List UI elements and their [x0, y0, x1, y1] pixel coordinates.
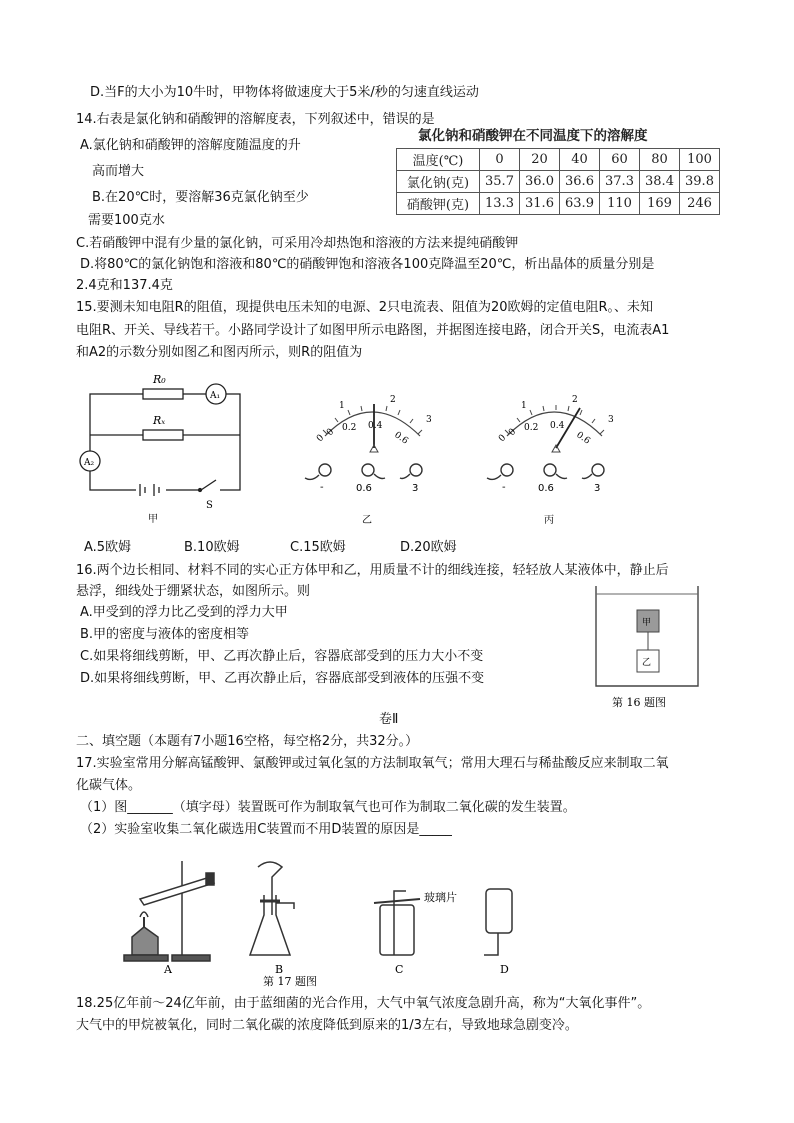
label-r0: R₀	[153, 373, 166, 386]
resistor-rx	[143, 430, 183, 440]
table-cell: 100	[680, 149, 720, 171]
q17-stem-line2: 化碳气体。	[76, 778, 142, 793]
q17-part2: （2）实验室收集二氧化碳选用C装置而不用D装置的原因是_____	[80, 822, 452, 837]
q15-option-a: A.5欧姆	[84, 540, 132, 555]
q17-part1: （1）图_______（填字母）装置既可作为制取氧气也可作为制取二氧化碳的发生装置。	[80, 800, 576, 815]
table-cell: 20	[520, 149, 560, 171]
table-cell: 氯化钠(克)	[397, 171, 480, 193]
label-switch: S	[206, 500, 213, 511]
table-cell: 36.6	[560, 171, 600, 193]
dial-scale-0-2: 0.2	[342, 423, 357, 433]
terminal-minus: -	[502, 482, 506, 493]
q14-option-d-line1: D.将80℃的氯化钠饱和溶液和80℃的硝酸钾饱和溶液各100克降温至20℃，析出晶体的质量分别是	[80, 257, 655, 272]
table-cell: 39.8	[680, 171, 720, 193]
dial-scale-0-2: 0.2	[524, 423, 539, 433]
q13-option-d: D.当F的大小为10牛时，甲物体将做速度大于5米/秒的匀速直线运动	[90, 85, 479, 100]
q15-stem-line3: 和A2的示数分别如图乙和图丙所示，则R的阻值为	[76, 345, 363, 360]
table-cell: 温度(℃)	[397, 149, 480, 171]
label-a1: A₁	[210, 391, 221, 401]
table-cell: 13.3	[480, 193, 520, 215]
q17-stem-line1: 17.实验室常用分解高锰酸钾、氯酸钾或过氧化氢的方法制取氧气；常用大理石与稀盐酸反应来制取二氧	[76, 756, 669, 771]
table-cell: 246	[680, 193, 720, 215]
q15-option-c: C.15欧姆	[290, 540, 346, 555]
dial-scale-2: 2	[572, 395, 578, 405]
dial-scale-3: 3	[608, 415, 614, 425]
table-cell: 110	[600, 193, 640, 215]
dial-scale-0-4: 0.4	[550, 421, 565, 431]
dial-scale-0-6: 0.6	[574, 430, 592, 447]
table-cell: 80	[640, 149, 680, 171]
ammeter-dial-bing	[472, 378, 637, 528]
q14-option-b-line1: B.在20℃时，要溶解36克氯化钠至少	[92, 190, 309, 205]
solubility-table	[396, 148, 720, 215]
figure-16-caption: 第 16 题图	[612, 696, 666, 709]
q14-option-b-line2: 需要100克水	[88, 213, 165, 228]
terminal-icons	[305, 464, 422, 479]
dial-scale-3: 3	[426, 415, 432, 425]
dial-scale-0-outer: 0	[315, 432, 327, 445]
table-header-row	[397, 149, 720, 171]
caption-bing: 丙	[544, 515, 554, 526]
switch-icon	[198, 480, 220, 496]
caption-yi: 乙	[362, 515, 372, 526]
terminal-3: 3	[594, 483, 601, 494]
q16-option-c: C.如果将细线剪断，甲、乙再次静止后，容器底部受到的压力大小不变	[80, 649, 484, 664]
table-cell: 0	[480, 149, 520, 171]
zero-adjust-icon	[552, 445, 560, 452]
label-a: A	[164, 963, 172, 976]
terminal-icons	[487, 464, 604, 479]
figure-17-caption: 第 17 题图	[263, 975, 317, 988]
q15-stem-line1: 15.要测未知电阻R的阻值，现提供电压未知的电源、2只电流表、阻值为20欧姆的定值电阻R。、未知	[76, 300, 654, 315]
figure-16-container	[590, 582, 705, 714]
q16-stem-line2: 悬浮，细线处于绷紧状态，如图所示。则	[76, 584, 311, 599]
apparatus-d	[484, 889, 512, 955]
table-cell: 硝酸钾(克)	[397, 193, 480, 215]
dial-scale-0-inner: 0	[507, 426, 519, 439]
label-c: C	[395, 963, 404, 976]
q14-option-d-line2: 2.4克和137.4克	[76, 278, 173, 293]
resistor-r0	[143, 389, 183, 399]
q14-option-a-line1: A.氯化钠和硝酸钾的溶解度随温度的升	[80, 138, 301, 153]
table-cell: 37.3	[600, 171, 640, 193]
figure-17-apparatus	[118, 855, 528, 988]
q15-option-d: D.20欧姆	[400, 540, 457, 555]
label-d: D	[500, 963, 509, 976]
label-jia: 甲	[642, 618, 652, 628]
battery-icon	[136, 484, 166, 496]
section-two-heading: 二、填空题（本题有7小题16空格，每空格2分，共32分。）	[76, 734, 419, 749]
table-row	[397, 193, 720, 215]
circuit-diagram	[70, 368, 270, 526]
table-cell: 38.4	[640, 171, 680, 193]
dial-scale-0-4: 0.4	[368, 421, 383, 431]
q16-option-d: D.如果将细线剪断，甲、乙再次静止后，容器底部受到液体的压强不变	[80, 671, 485, 686]
label-yi: 乙	[642, 658, 652, 668]
q14-option-a-line2: 高而增大	[92, 164, 145, 179]
table-cell: 36.0	[520, 171, 560, 193]
apparatus-b	[250, 862, 294, 955]
q14-option-c: C.若硝酸钾中混有少量的氯化钠，可采用冷却热饱和溶液的方法来提纯硝酸钾	[76, 236, 519, 251]
q14-stem: 14.右表是氯化钠和硝酸钾的溶解度表，下列叙述中，错误的是	[76, 112, 435, 127]
apparatus-c	[374, 891, 420, 955]
dial-scale-2: 2	[390, 395, 396, 405]
q18-stem-line1: 18.25亿年前～24亿年前，由于蓝细菌的光合作用，大气中氧气浓度急剧升高，称为“大氧化事件”。	[76, 996, 651, 1011]
apparatus-a	[124, 861, 214, 961]
table-cell: 40	[560, 149, 600, 171]
table-cell: 60	[600, 149, 640, 171]
label-a2: A₂	[84, 458, 95, 468]
table-cell: 169	[640, 193, 680, 215]
table-cell: 63.9	[560, 193, 600, 215]
q15-stem-line2: 电阻R、开关、导线若干。小路同学设计了如图甲所示电路图，并据图连接电路，闭合开关S，电流表A1	[76, 323, 670, 338]
q16-option-b: B.甲的密度与液体的密度相等	[80, 627, 250, 642]
terminal-3: 3	[412, 483, 419, 494]
dial-scale-1: 1	[521, 401, 527, 411]
ammeter-dial-yi	[290, 378, 455, 528]
q15-option-b: B.10欧姆	[184, 540, 240, 555]
terminal-0-6: 0.6	[538, 483, 554, 494]
solubility-table-title: 氯化钠和硝酸钾在不同温度下的溶解度	[418, 128, 648, 144]
table-cell: 31.6	[520, 193, 560, 215]
label-b: B	[275, 963, 284, 976]
caption-jia: 甲	[148, 514, 158, 525]
table-row	[397, 171, 720, 193]
q16-option-a: A.甲受到的浮力比乙受到的浮力大甲	[80, 605, 288, 620]
q16-stem-line1: 16.两个边长相同、材料不同的实心正方体甲和乙，用质量不计的细线连接，轻轻放人某液体中，静止后	[76, 563, 669, 578]
label-rx: Rₓ	[153, 414, 166, 427]
dial-scale-0-inner: 0	[325, 426, 337, 439]
dial-scale-0-6: 0.6	[392, 430, 410, 447]
volume-two-title: 卷Ⅱ	[379, 712, 399, 727]
terminal-0-6: 0.6	[356, 483, 372, 494]
terminal-minus: -	[320, 482, 324, 493]
q18-stem-line2: 大气中的甲烷被氧化，同时二氧化碳的浓度降低到原来的1/3左右，导致地球急剧变冷。	[76, 1018, 578, 1033]
label-glass-plate: 玻璃片	[424, 891, 457, 904]
dial-scale-0-outer: 0	[497, 432, 509, 445]
table-cell: 35.7	[480, 171, 520, 193]
dial-scale-1: 1	[339, 401, 345, 411]
